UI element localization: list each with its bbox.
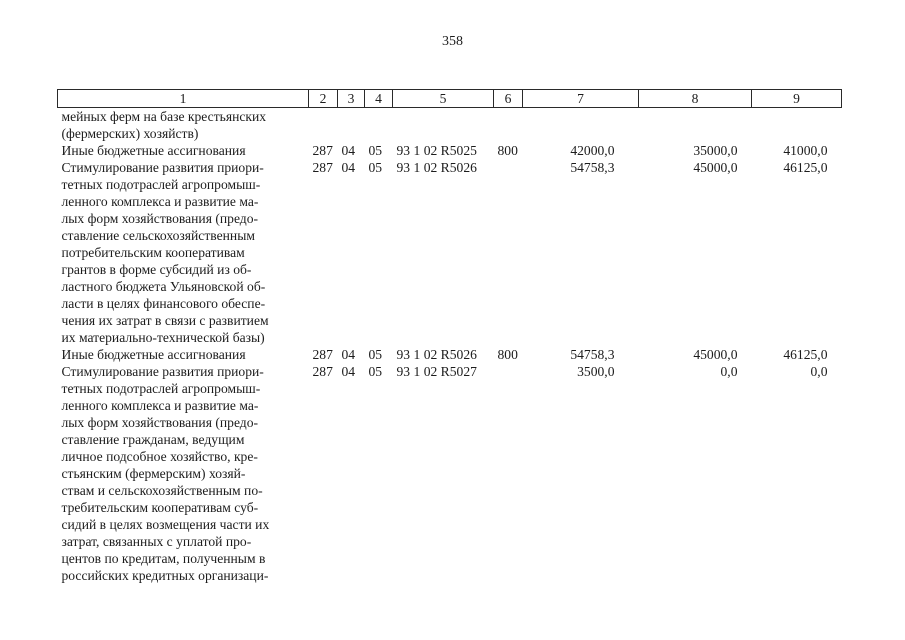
amount-year-1: 54758,3	[570, 160, 615, 175]
amount-year-3	[752, 108, 842, 143]
item-name-line: центов по кредитам, полученным в	[61, 551, 266, 566]
item-name-cell	[58, 346, 309, 363]
budget-table	[57, 89, 842, 584]
page-number: 358	[442, 34, 463, 49]
table-row	[58, 363, 842, 584]
item-name-cell	[58, 363, 309, 584]
amount-year-2: 45000,0	[693, 347, 738, 362]
item-name-line: грантов в форме субсидий из об-	[61, 262, 252, 277]
ministry-code: 287	[312, 364, 333, 379]
section-code: 04	[341, 364, 356, 379]
target-article-code: 93 1 02 R5027	[396, 364, 477, 379]
item-name-line: Стимулирование развития приори-	[61, 160, 264, 175]
item-name-line: тетных подотраслей агропромыш-	[61, 177, 261, 192]
amount-year-1	[523, 108, 639, 143]
item-name-line: ставление сельскохозяйственным	[61, 228, 255, 243]
subsection-code: 05	[368, 347, 383, 362]
subsection-code: 05	[368, 143, 383, 158]
item-name-line: их материально-технической базы)	[61, 330, 265, 345]
amount-year-2: 45000,0	[693, 160, 738, 175]
subsection-code	[365, 108, 393, 143]
target-article-code	[393, 108, 494, 143]
item-name-cell	[58, 108, 309, 143]
column-header: 9	[752, 90, 842, 108]
item-name-line: требительским кооперативам суб-	[61, 500, 259, 515]
item-name-line: лых форм хозяйствования (предо-	[61, 211, 259, 226]
column-header: 2	[309, 90, 338, 108]
expense-type-code: 800	[497, 143, 518, 158]
expense-type-code	[494, 108, 523, 143]
item-name-line: ленного комплекса и развитие ма-	[61, 398, 259, 413]
item-name-line: личное подсобное хозяйство, кре-	[61, 449, 258, 464]
table-row	[58, 346, 842, 363]
item-name-line: тетных подотраслей агропромыш-	[61, 381, 261, 396]
item-name-line: российских кредитных организаци-	[61, 568, 269, 583]
amount-year-1: 3500,0	[577, 364, 615, 379]
amount-year-2: 35000,0	[693, 143, 738, 158]
item-name-cell	[58, 142, 309, 159]
expense-type-code: 800	[497, 347, 518, 362]
item-name-line: мейных ферм на базе крестьянских	[61, 109, 267, 124]
amount-year-2: 0,0	[720, 364, 738, 379]
ministry-code: 287	[312, 143, 333, 158]
item-name-line: Стимулирование развития приори-	[61, 364, 264, 379]
item-name-line: затрат, связанных с уплатой про-	[61, 534, 252, 549]
expense-type-code	[494, 159, 523, 346]
item-name-line: стьянским (фермерским) хозяй-	[61, 466, 246, 481]
amount-year-1: 54758,3	[570, 347, 615, 362]
section-code: 04	[341, 143, 356, 158]
item-name-line: ласти в целях финансового обеспе-	[61, 296, 266, 311]
section-code: 04	[341, 160, 356, 175]
item-name-line: Иные бюджетные ассигнования	[61, 143, 246, 158]
ministry-code	[309, 108, 338, 143]
item-name-line: ствам и сельскохозяйственным по-	[61, 483, 263, 498]
section-code: 04	[341, 347, 356, 362]
item-name-line: сидий в целях возмещения части их	[61, 517, 270, 532]
target-article-code: 93 1 02 R5026	[396, 160, 477, 175]
item-name-cell	[58, 159, 309, 346]
amount-year-2	[639, 108, 752, 143]
section-code	[338, 108, 365, 143]
column-header: 7	[523, 90, 639, 108]
ministry-code: 287	[312, 160, 333, 175]
table-row	[58, 108, 842, 143]
target-article-code: 93 1 02 R5026	[396, 347, 477, 362]
subsection-code: 05	[368, 364, 383, 379]
amount-year-3: 46125,0	[783, 160, 828, 175]
item-name-line: чения их затрат в связи с развитием	[61, 313, 269, 328]
column-header: 5	[393, 90, 494, 108]
table-row	[58, 142, 842, 159]
table-row	[58, 159, 842, 346]
item-name-line: потребительским кооперативам	[61, 245, 245, 260]
amount-year-3: 0,0	[810, 364, 828, 379]
subsection-code: 05	[368, 160, 383, 175]
amount-year-1: 42000,0	[570, 143, 615, 158]
expense-type-code	[494, 363, 523, 584]
ministry-code: 287	[312, 347, 333, 362]
item-name-line: лых форм хозяйствования (предо-	[61, 415, 259, 430]
item-name-line: ленного комплекса и развитие ма-	[61, 194, 259, 209]
column-header: 1	[58, 90, 309, 108]
column-header: 4	[365, 90, 393, 108]
target-article-code: 93 1 02 R5025	[396, 143, 477, 158]
column-header: 3	[338, 90, 365, 108]
item-name-line: ластного бюджета Ульяновской об-	[61, 279, 266, 294]
amount-year-3: 46125,0	[783, 347, 828, 362]
column-header: 6	[494, 90, 523, 108]
amount-year-3: 41000,0	[783, 143, 828, 158]
column-header: 8	[639, 90, 752, 108]
item-name-line: Иные бюджетные ассигнования	[61, 347, 246, 362]
item-name-line: ставление гражданам, ведущим	[61, 432, 245, 447]
table-header-row	[58, 90, 842, 108]
item-name-line: (фермерских) хозяйств)	[61, 126, 199, 141]
